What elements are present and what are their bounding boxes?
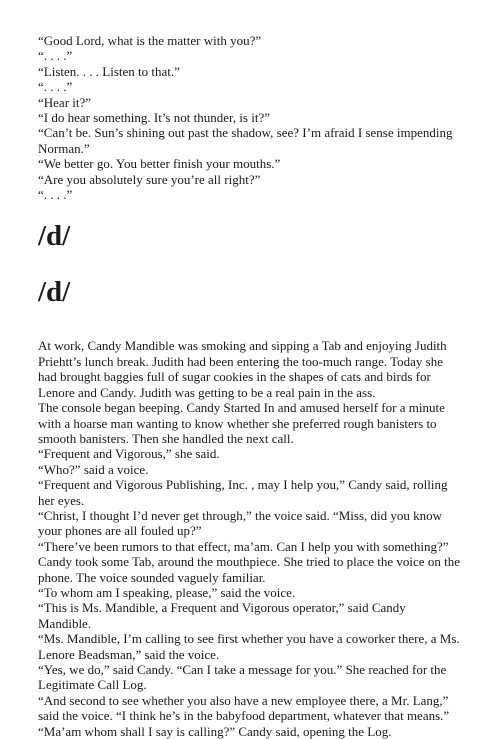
section-heading: /d/ bbox=[38, 276, 71, 309]
paragraph: “Ma’am whom shall I say is calling?” Candy said, opening the Log. bbox=[38, 723, 392, 739]
dialogue-line: “. . . .” bbox=[38, 48, 73, 64]
dialogue-line: “Listen. . . . Listen to that.” bbox=[38, 63, 180, 79]
dialogue-block bbox=[38, 33, 462, 202]
paragraph: “There’ve been rumors to that effect, ma’am. Can I help you with something?” Candy took some Tab, around the mouthpiece. She tried to place the voice on the phone. The voice sounded vaguely familiar. bbox=[38, 538, 460, 585]
paragraph: The console began beeping. Candy Started In and amused herself for a minute with a hoarse man wanting to know whether she preferred rough banisters to smooth banisters. Then she handled the next call. bbox=[38, 400, 445, 446]
paragraph: “To whom am I speaking, please,” said the voice. bbox=[38, 584, 296, 600]
dialogue-line: “. . . .” bbox=[38, 187, 73, 203]
dialogue-line: “. . . .” bbox=[38, 79, 73, 95]
paragraph: “Ms. Mandible, I’m calling to see first whether you have a coworker there, a Ms. Lenore Beadsman,” said the voice. bbox=[38, 631, 460, 662]
paragraph: “And second to see whether you also have a new employee there, a Mr. Lang,” said the voice. “I think he’s in the babyfood department, whatever that means.” bbox=[38, 692, 450, 724]
narrative-block bbox=[38, 338, 462, 739]
dialogue-line: “Can’t be. Sun’s shining out past the shadow, see? I’m afraid I sense impending Norman.” bbox=[38, 125, 453, 156]
paragraph: “Who?” said a voice. bbox=[38, 461, 149, 477]
dialogue-line: “Hear it?” bbox=[38, 94, 92, 110]
dialogue-line: “Are you absolutely sure you’re all right?” bbox=[38, 171, 261, 187]
dialogue-line: “We better go. You better finish your mouths.” bbox=[38, 156, 281, 172]
paragraph: “Yes, we do,” said Candy. “Can I take a message for you.” She reached for the Legitimate Call Log. bbox=[38, 662, 447, 693]
paragraph: “Christ, I thought I’d never get through,” the voice said. “Miss, did you know your phones are all fouled up?” bbox=[38, 507, 443, 539]
paragraph: “This is Ms. Mandible, a Frequent and Vigorous operator,” said Candy Mandible. bbox=[38, 600, 406, 631]
paragraph: “Frequent and Vigorous Publishing, Inc. , may I help you,” Candy said, rolling her eyes. bbox=[38, 477, 448, 508]
section-heading: /d/ bbox=[38, 220, 71, 253]
paragraph: At work, Candy Mandible was smoking and sipping a Tab and enjoying Judith Priehtt’s lunch break. Judith had been entering the too-much range. Today she had brought baggies full of sugar cookies in the shapes of cats and birds for Lenore and Candy. Judith was getting to be a real pain in the ass. bbox=[38, 338, 447, 400]
paragraph: “Frequent and Vigorous,” she said. bbox=[38, 446, 220, 462]
dialogue-line: “Good Lord, what is the matter with you?” bbox=[38, 33, 262, 48]
dialogue-line: “I do hear something. It’s not thunder, is it?” bbox=[38, 110, 270, 126]
